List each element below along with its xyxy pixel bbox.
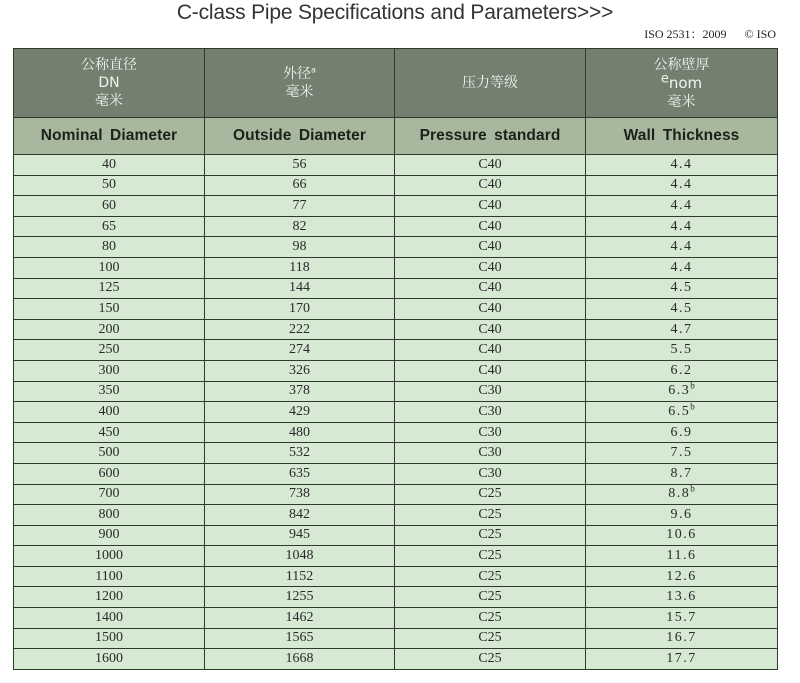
cell-outside-diameter: 1668 [205,649,395,670]
cell-outside-diameter: 66 [205,175,395,196]
table-row [14,319,778,340]
wall-thickness-value: 4.4 [670,218,693,234]
wall-thickness-value: 11.6 [666,548,697,564]
header-wall-thickness: Wall Thickness [586,118,778,155]
footnote-marker: b [690,380,695,391]
enom-subscript: nom [668,73,703,92]
cell-pressure-class: C40 [395,216,586,237]
cell-pressure-class: C30 [395,381,586,402]
cell-wall-thickness [586,484,778,505]
wall-thickness-value: 6.2 [670,362,693,378]
header-cn-text: 毫米 [667,93,696,110]
table-row [14,237,778,258]
cell-wall-thickness [586,237,778,258]
table-row [14,463,778,484]
cell-nominal-diameter: 400 [14,402,205,423]
header-cn-text: 压力等级 [462,75,518,91]
cell-outside-diameter: 532 [205,443,395,464]
cell-outside-diameter: 738 [205,484,395,505]
wall-thickness-value: 4.4 [670,197,693,213]
cell-pressure-class: C25 [395,649,586,670]
wall-thickness-value: 4.7 [670,321,693,337]
table-row [14,196,778,217]
cell-nominal-diameter: 500 [14,443,205,464]
wall-thickness-value: 4.4 [670,177,693,193]
cell-outside-diameter: 170 [205,299,395,320]
cell-wall-thickness [586,505,778,526]
header-cn-pressure-class [395,49,586,118]
cell-nominal-diameter: 350 [14,381,205,402]
standard-number: ISO 2531：2009 [644,27,727,41]
cell-outside-diameter: 56 [205,155,395,176]
table-row [14,484,778,505]
cell-outside-diameter: 635 [205,463,395,484]
cell-wall-thickness [586,257,778,278]
cell-pressure-class: C25 [395,505,586,526]
cell-pressure-class: C40 [395,319,586,340]
header-cn-text: 毫米 [285,84,314,100]
cell-pressure-class: C25 [395,628,586,649]
table-row [14,299,778,320]
cell-wall-thickness [586,340,778,361]
cell-wall-thickness [586,443,778,464]
header-cn-outside-diameter [205,49,395,118]
cell-nominal-diameter: 125 [14,278,205,299]
cell-nominal-diameter: 1200 [14,587,205,608]
cell-nominal-diameter: 150 [14,299,205,320]
wall-thickness-value: 17.7 [666,651,697,667]
cell-pressure-class: C25 [395,525,586,546]
header-pressure-standard: Pressure standard [395,118,586,155]
header-row-english [14,118,778,155]
cell-wall-thickness [586,402,778,423]
cell-nominal-diameter: 1000 [14,546,205,567]
cell-nominal-diameter: 60 [14,196,205,217]
table-row [14,443,778,464]
table-row [14,360,778,381]
cell-wall-thickness [586,196,778,217]
footnote-marker: a [311,65,316,75]
wall-thickness-value: 8.8 [668,486,691,502]
enom-e: e [660,70,669,86]
cell-outside-diameter: 118 [205,257,395,278]
cell-pressure-class: C40 [395,257,586,278]
table-row [14,381,778,402]
cell-wall-thickness [586,525,778,546]
table-row [14,278,778,299]
cell-pressure-class: C40 [395,360,586,381]
cell-outside-diameter: 1565 [205,628,395,649]
wall-thickness-value: 4.4 [670,259,693,275]
cell-outside-diameter: 842 [205,505,395,526]
cell-nominal-diameter: 300 [14,360,205,381]
cell-wall-thickness [586,299,778,320]
cell-wall-thickness [586,608,778,629]
cell-nominal-diameter: 800 [14,505,205,526]
table-row [14,422,778,443]
header-outside-diameter: Outside Diameter [205,118,395,155]
pipe-spec-table [13,48,778,670]
cell-nominal-diameter: 200 [14,319,205,340]
cell-nominal-diameter: 600 [14,463,205,484]
cell-outside-diameter: 77 [205,196,395,217]
cell-outside-diameter: 326 [205,360,395,381]
cell-outside-diameter: 1462 [205,608,395,629]
cell-pressure-class: C25 [395,546,586,567]
table-row [14,505,778,526]
wall-thickness-value: 5.5 [670,342,693,358]
wall-thickness-value: 16.7 [666,630,697,646]
cell-nominal-diameter: 1600 [14,649,205,670]
cell-outside-diameter: 274 [205,340,395,361]
standard-reference [644,26,776,42]
header-cn-text: 公称直径 [81,57,137,73]
cell-nominal-diameter: 1400 [14,608,205,629]
cell-outside-diameter: 480 [205,422,395,443]
cell-wall-thickness [586,381,778,402]
cell-pressure-class: C30 [395,402,586,423]
table-row [14,340,778,361]
wall-thickness-value: 15.7 [666,609,697,625]
header-cn-text [205,65,394,83]
cell-wall-thickness [586,155,778,176]
cell-pressure-class: C40 [395,155,586,176]
wall-thickness-value: 10.6 [666,527,697,543]
wall-thickness-value: 4.4 [670,239,693,255]
header-row-chinese [14,49,778,118]
wall-thickness-value: 7.5 [670,445,693,461]
cell-nominal-diameter: 1500 [14,628,205,649]
cell-nominal-diameter: 50 [14,175,205,196]
header-cn-nominal-diameter [14,49,205,118]
wall-thickness-value: 6.3 [668,383,691,399]
wall-thickness-value: 4.4 [670,156,693,172]
table-row [14,628,778,649]
table-row [14,257,778,278]
header-nominal-diameter: Nominal Diameter [14,118,205,155]
wall-thickness-value: 6.5 [668,403,691,419]
header-cn-text: 毫米 [95,93,123,109]
cell-wall-thickness [586,319,778,340]
cell-outside-diameter: 98 [205,237,395,258]
cell-pressure-class: C25 [395,587,586,608]
copyright-notice: © ISO [744,27,776,41]
cell-pressure-class: C25 [395,566,586,587]
table-row [14,525,778,546]
cell-wall-thickness [586,587,778,608]
cell-wall-thickness [586,649,778,670]
cell-outside-diameter: 378 [205,381,395,402]
cell-pressure-class: C40 [395,196,586,217]
cell-outside-diameter: 945 [205,525,395,546]
wall-thickness-value: 8.7 [670,465,693,481]
table-row [14,587,778,608]
cell-wall-thickness [586,546,778,567]
cell-wall-thickness [586,278,778,299]
table-row [14,649,778,670]
cell-pressure-class: C40 [395,237,586,258]
cell-nominal-diameter: 450 [14,422,205,443]
cell-outside-diameter: 144 [205,278,395,299]
table-body [14,155,778,670]
cell-nominal-diameter: 700 [14,484,205,505]
cell-pressure-class: C40 [395,340,586,361]
cell-nominal-diameter: 250 [14,340,205,361]
cell-outside-diameter: 1152 [205,566,395,587]
cell-nominal-diameter: 900 [14,525,205,546]
cell-outside-diameter: 82 [205,216,395,237]
cell-wall-thickness [586,360,778,381]
cell-outside-diameter: 1255 [205,587,395,608]
cell-pressure-class: C40 [395,299,586,320]
cell-nominal-diameter: 100 [14,257,205,278]
cell-pressure-class: C30 [395,443,586,464]
wall-thickness-value: 12.6 [666,568,697,584]
cell-pressure-class: C30 [395,422,586,443]
cell-nominal-diameter: 80 [14,237,205,258]
footnote-marker: b [690,401,695,412]
table-row [14,216,778,237]
cell-outside-diameter: 1048 [205,546,395,567]
cell-pressure-class: C40 [395,278,586,299]
enom-symbol [586,70,777,93]
cell-nominal-diameter: 1100 [14,566,205,587]
cell-wall-thickness [586,463,778,484]
cell-wall-thickness [586,175,778,196]
table-row [14,155,778,176]
cell-wall-thickness [586,422,778,443]
cell-outside-diameter: 429 [205,402,395,423]
header-cn-label: 外径 [283,66,312,82]
wall-thickness-value: 6.9 [670,424,693,440]
cell-pressure-class: C30 [395,463,586,484]
cell-outside-diameter: 222 [205,319,395,340]
cell-wall-thickness [586,566,778,587]
wall-thickness-value: 4.5 [670,300,693,316]
wall-thickness-value: 13.6 [666,589,697,605]
table-row [14,175,778,196]
table-row [14,546,778,567]
table-row [14,402,778,423]
cell-wall-thickness [586,216,778,237]
cell-nominal-diameter: 65 [14,216,205,237]
cell-pressure-class: C25 [395,484,586,505]
cell-pressure-class: C40 [395,175,586,196]
header-cn-text: 公称壁厚 [653,56,710,73]
table-row [14,566,778,587]
cell-wall-thickness [586,628,778,649]
table-row [14,608,778,629]
header-cn-wall-thickness [586,49,778,118]
cell-nominal-diameter: 40 [14,155,205,176]
cell-pressure-class: C25 [395,608,586,629]
page-title: C-class Pipe Specifications and Parameters>>> [176,1,614,24]
footnote-marker: b [690,483,695,494]
wall-thickness-value: 9.6 [670,506,693,522]
header-cn-text: DN [98,75,120,91]
wall-thickness-value: 4.5 [670,280,693,296]
